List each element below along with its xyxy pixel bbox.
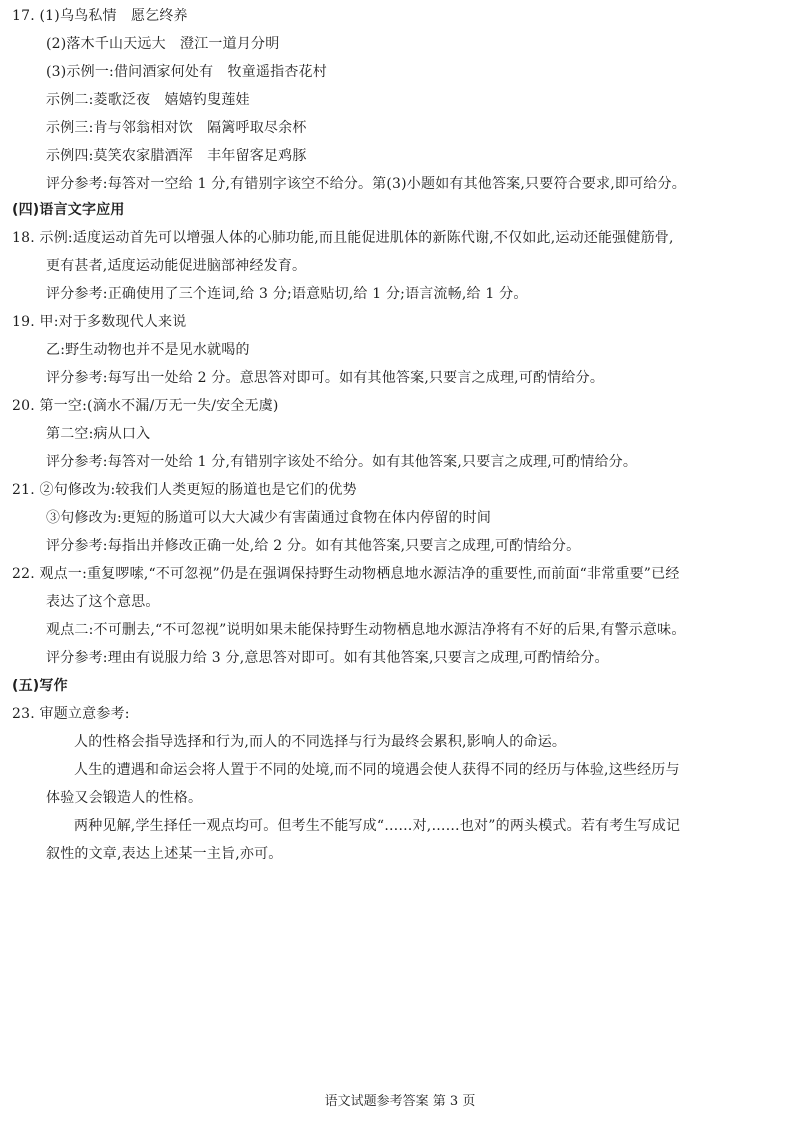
q19-line-1: 19. 甲:对于多数现代人来说 — [12, 314, 187, 330]
q21-scoring: 评分参考:每指出并修改正确一处,给 2 分。如有其他答案,只要言之成理,可酌情给分。 — [46, 538, 581, 554]
q20-scoring: 评分参考:每答对一处给 1 分,有错别字该处不给分。如有其他答案,只要言之成理,可酌情给分。 — [46, 454, 638, 470]
section-heading-language-use: (四)语言文字应用 — [12, 202, 125, 218]
q18-scoring: 评分参考:正确使用了三个连词,给 3 分;语意贴切,给 1 分;语言流畅,给 1 分。 — [46, 286, 528, 302]
q23-paragraph-1: 人的性格会指导选择和行为,而人的不同选择与行为最终会累积,影响人的命运。 — [74, 734, 567, 750]
q17-line-1: 17. (1)乌鸟私情 愿乞终养 — [12, 8, 188, 24]
q17-scoring: 评分参考:每答对一空给 1 分,有错别字该空不给分。第(3)小题如有其他答案,只要符合要求,即可给分。 — [46, 176, 686, 192]
q17-line-6: 示例四:莫笑农家腊酒浑 丰年留客足鸡豚 — [46, 148, 307, 164]
q19-scoring: 评分参考:每写出一处给 2 分。意思答对即可。如有其他答案,只要言之成理,可酌情给分。 — [46, 370, 605, 386]
q17-line-4: 示例二:菱歌泛夜 嬉嬉钓叟莲娃 — [46, 92, 250, 108]
q18-line-1: 18. 示例:适度运动首先可以增强人体的心肺功能,而且能促进肌体的新陈代谢,不仅如此,运动还能强健筋骨, — [12, 230, 674, 246]
q18-line-2: 更有甚者,适度运动能促进脑部神经发育。 — [46, 258, 307, 274]
q23-line-1: 23. 审题立意参考: — [12, 706, 130, 722]
q20-line-1: 20. 第一空:(滴水不漏/万无一失/安全无虞) — [12, 398, 279, 414]
q22-line-3: 观点二:不可删去,“不可忽视”说明如果未能保持野生动物栖息地水源洁净将有不好的后果,有警示意味。 — [46, 622, 686, 638]
q19-line-2: 乙:野生动物也并不是见水就喝的 — [46, 342, 250, 358]
q21-line-2: ③句修改为:更短的肠道可以大大减少有害菌通过食物在体内停留的时间 — [46, 510, 492, 526]
page-footer: 语文试题参考答案 第 3 页 — [324, 1094, 476, 1109]
q21-line-1: 21. ②句修改为:较我们人类更短的肠道也是它们的优势 — [12, 482, 357, 498]
q23-paragraph-3b: 叙性的文章,表达上述某一主旨,亦可。 — [46, 846, 283, 862]
q22-scoring: 评分参考:理由有说服力给 3 分,意思答对即可。如有其他答案,只要言之成理,可酌情给分。 — [46, 650, 609, 666]
q23-paragraph-2b: 体验又会锻造人的性格。 — [46, 790, 203, 806]
q23-paragraph-3a: 两种见解,学生择任一观点均可。但考生不能写成“……对,……也对”的两头模式。若有考生写成记 — [74, 818, 681, 834]
q22-line-1: 22. 观点一:重复啰嗦,“不可忽视”仍是在强调保持野生动物栖息地水源洁净的重要性,而前面“非常重要”已经 — [12, 566, 680, 582]
q17-line-2: (2)落木千山天远大 澄江一道月分明 — [46, 36, 280, 52]
q23-paragraph-2a: 人生的遭遇和命运会将人置于不同的处境,而不同的境遇会使人获得不同的经历与体验,这些经历与 — [74, 762, 680, 778]
section-heading-writing: (五)写作 — [12, 678, 68, 694]
q20-line-2: 第二空:病从口入 — [46, 426, 151, 442]
q17-line-5: 示例三:肯与邻翁相对饮 隔篱呼取尽余杯 — [46, 120, 307, 136]
q22-line-2: 表达了这个意思。 — [46, 594, 160, 610]
q17-line-3: (3)示例一:借问酒家何处有 牧童遥指杏花村 — [46, 64, 327, 80]
